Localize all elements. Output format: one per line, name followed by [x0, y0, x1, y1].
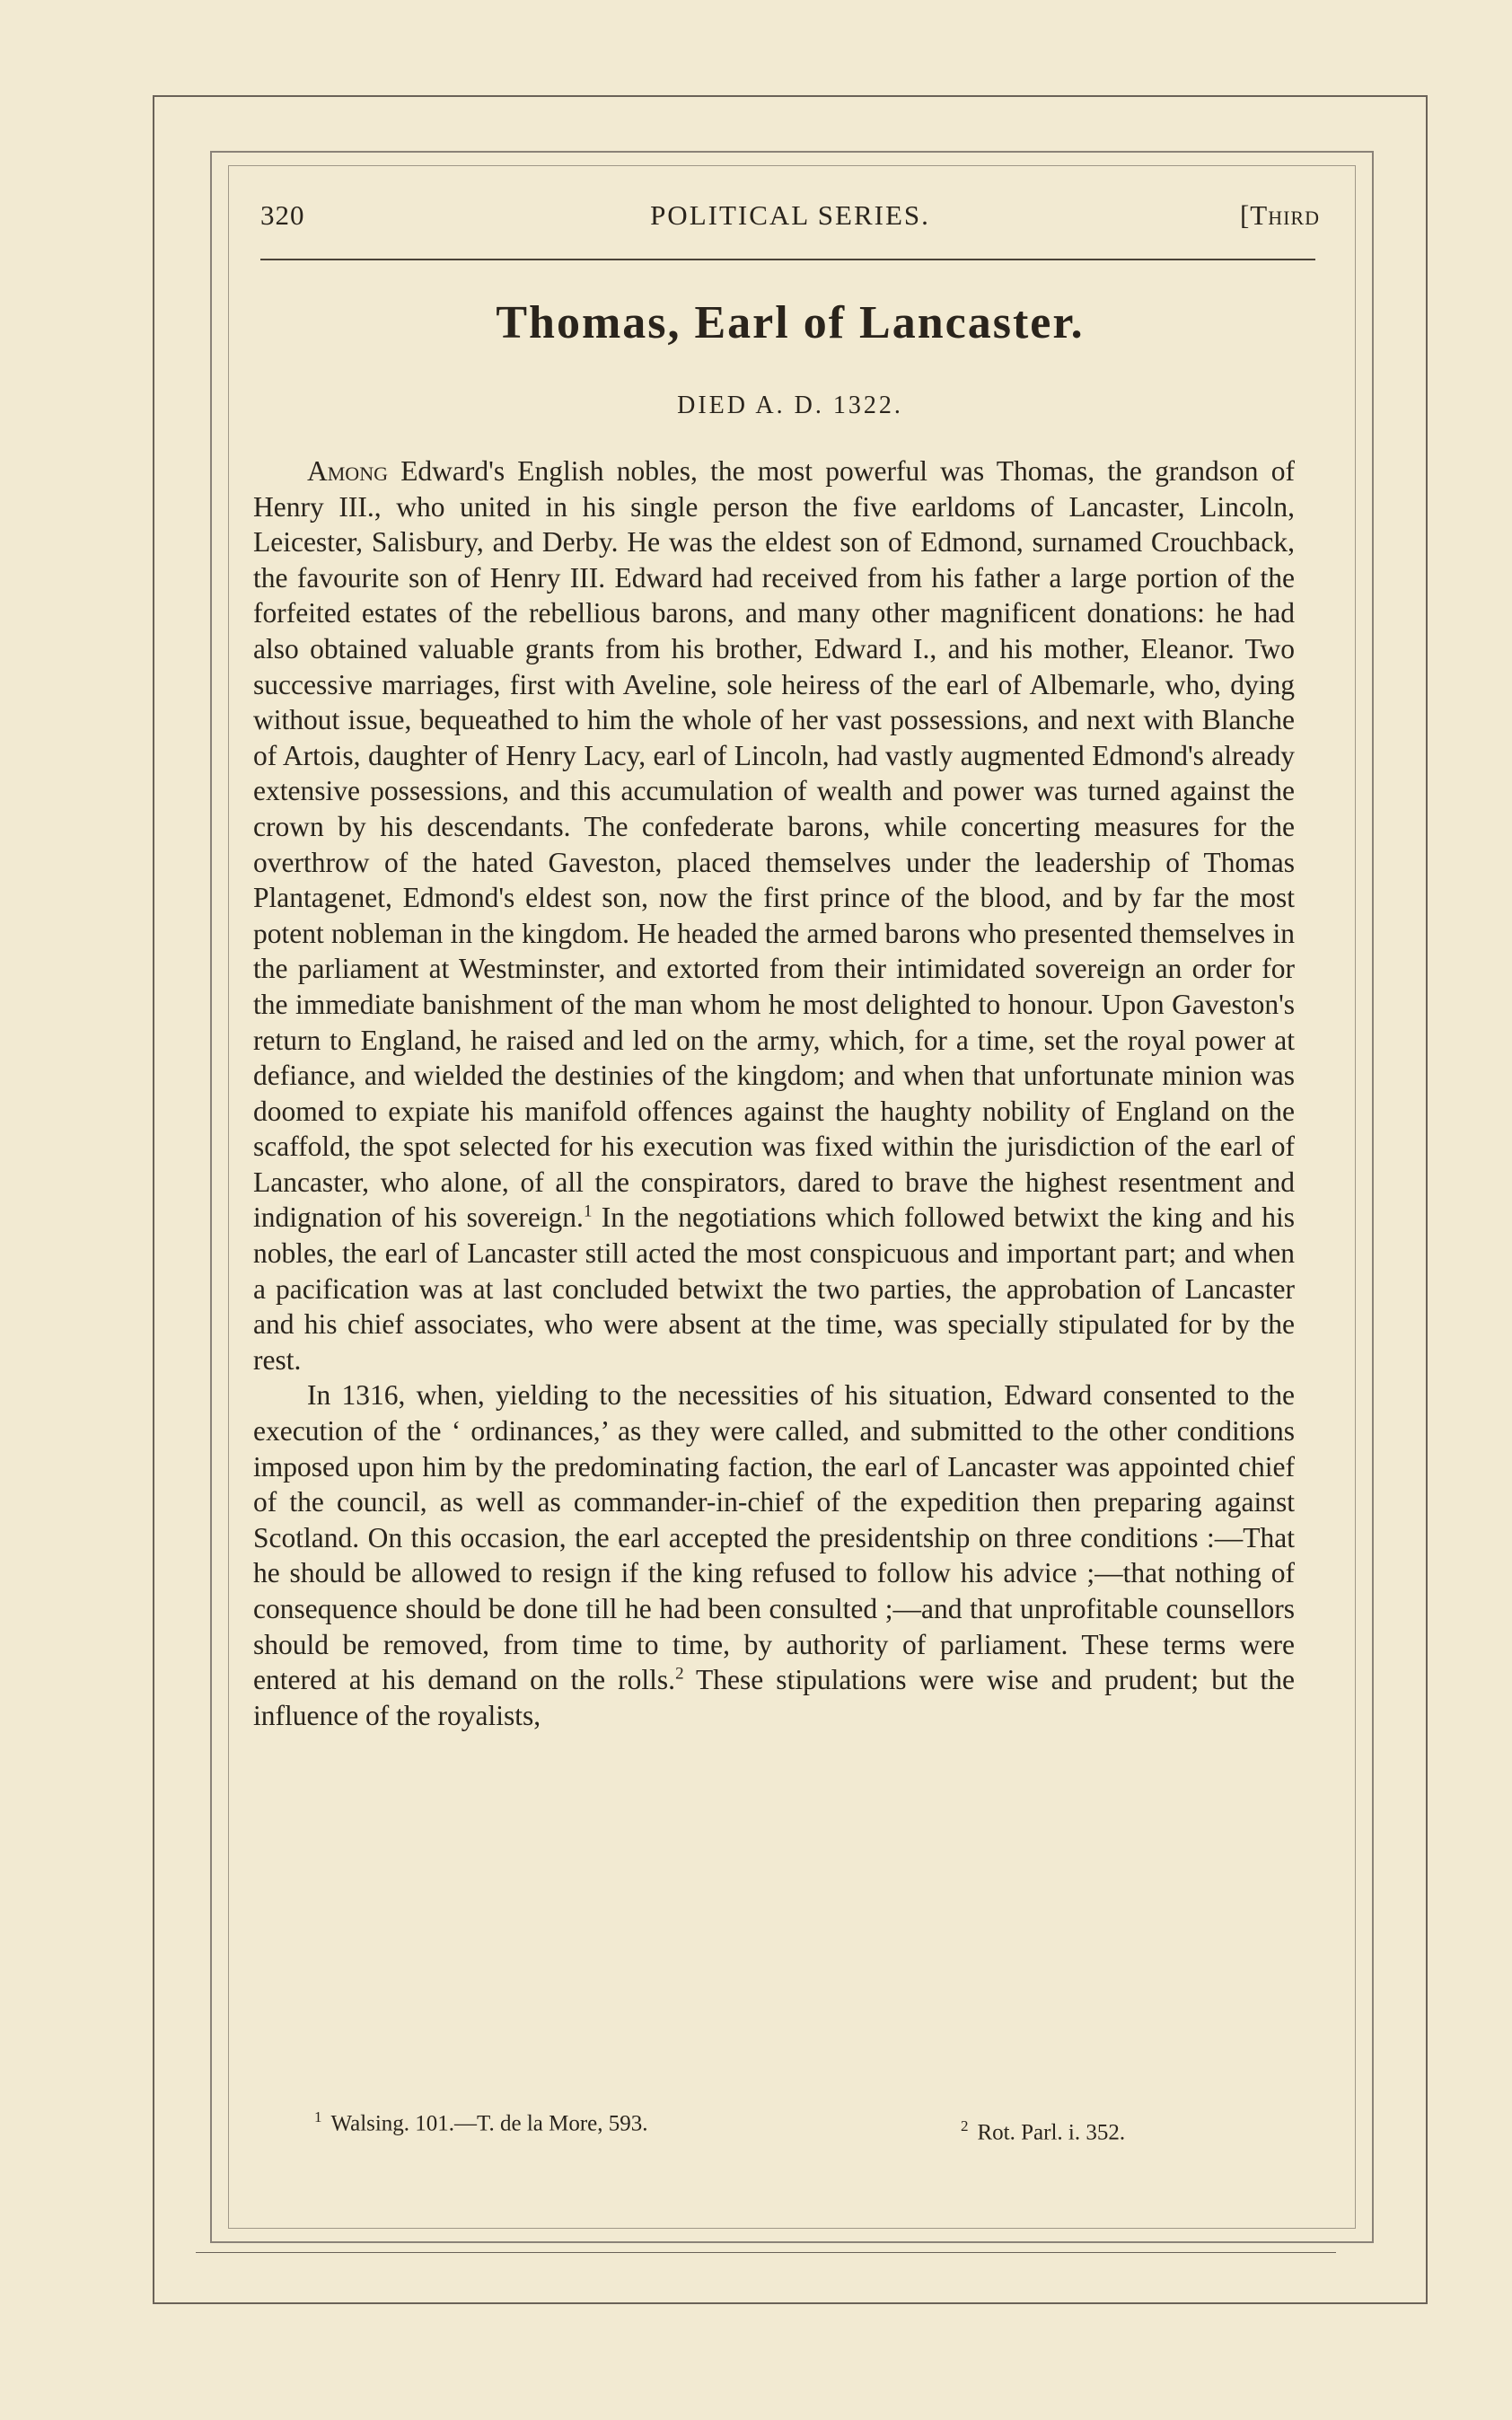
paragraph-1 [253, 453, 1295, 1377]
paragraph-1-text-a: Edward's English nobles, the most powerful was Thomas, the grandson of Henry III., who united in his single person the five earldoms of Lancaster, Lincoln, Leicester, Salisbury, and Derby. He was the eldest son of Edmond, surnamed Crouchback, the favourite son of Henry III. Edward had received from his father a large portion of the forfeited estates of the rebellious barons, and many other magnificent donations: he had also obtained valuable grants from his brother, Edward I., and his mother, Eleanor. Two successive marriages, first with Aveline, sole heiress of the earl of Albemarle, who, dying without issue, bequeathed to him the whole of her vast possessions, and next with Blanche of Artois, daughter of Henry Lacy, earl of Lincoln, had vastly augmented Edmond's already extensive possessions, and this accumulation of wealth and power was turned against the crown by his descendants. The confederate barons, while concerting measures for the overthrow of the hated Gaveston, placed themselves under the leadership of Thomas Plantagenet, Edmond's eldest son, now the first prince of the blood, and by far the most potent nobleman in the kingdom. He headed the armed barons who presented themselves in the parliament at Westminster, and extorted from their intimidated sovereign an order for the immediate banishment of the man whom he most delighted to honour. Upon Gaveston's return to England, he raised and led on the army, which, for a time, set the royal power at defiance, and wielded the destinies of the kingdom; and when that unfortunate minion was doomed to expiate his manifold offences against the haughty nobility of England on the scaffold, the spot selected for his execution was fixed within the jurisdiction of the earl of Lancaster, who alone, of all the conspirators, dared to brave the highest resentment and indignation of his sovereign. [253, 455, 1295, 1234]
series-title: POLITICAL SERIES. [650, 199, 930, 231]
footnote-2 [961, 2117, 1125, 2145]
running-head [260, 199, 1320, 242]
header-rule [260, 259, 1315, 260]
footnote-ref-1: 1 [583, 1201, 593, 1221]
footnote-2-mark: 2 [961, 2117, 969, 2134]
lead-word: Among [307, 455, 388, 487]
footnote-ref-2: 2 [675, 1664, 684, 1684]
paragraph-2-text-b: These stipulations were wise and prudent; but the influence of the royalists, [253, 1664, 1295, 1731]
paragraph-2-text-a: In 1316, when, yielding to the necessities of his situation, Edward consented to the execution of the ‘ ordinances,’ as they were called, and submitted to the other conditions imposed upon him by the predominating faction, the earl of Lancaster was appointed chief of the council, as well as commander-in-chief of the expedition then preparing against Scotland. On this occasion, the earl accepted the presidentship on three conditions :—That he should be allowed to resign if the king refused to follow his advice ;—that nothing of consequence should be done till he had been consulted ;—and that unprofitable counsellors should be removed, from time to time, by authority of parliament. These terms were entered at his demand on the rolls. [253, 1379, 1295, 1696]
death-date: DIED A. D. 1322. [677, 392, 903, 419]
footnote-1 [314, 2108, 648, 2136]
page-number: 320 [260, 199, 305, 231]
section-label: [Third [1239, 199, 1320, 231]
footnote-1-mark: 1 [314, 2108, 322, 2125]
paragraph-1-text-b: In the negotiations which followed betwixt the king and his nobles, the earl of Lancaster still acted the most conspicuous and important part; and when a pacification was at last concluded betwixt the two parties, the approbation of Lancaster and his chief associates, who were absent at the time, was specially stipulated for by the rest. [253, 1201, 1295, 1376]
paragraph-2 [253, 1377, 1295, 1733]
footnote-2-text: Rot. Parl. i. 352. [977, 2120, 1126, 2145]
bottom-rule [196, 2252, 1336, 2253]
chapter-title: Thomas, Earl of Lancaster. [496, 297, 1085, 348]
footnote-1-text: Walsing. 101.—T. de la More, 593. [330, 2111, 648, 2136]
body-text [253, 453, 1295, 1733]
